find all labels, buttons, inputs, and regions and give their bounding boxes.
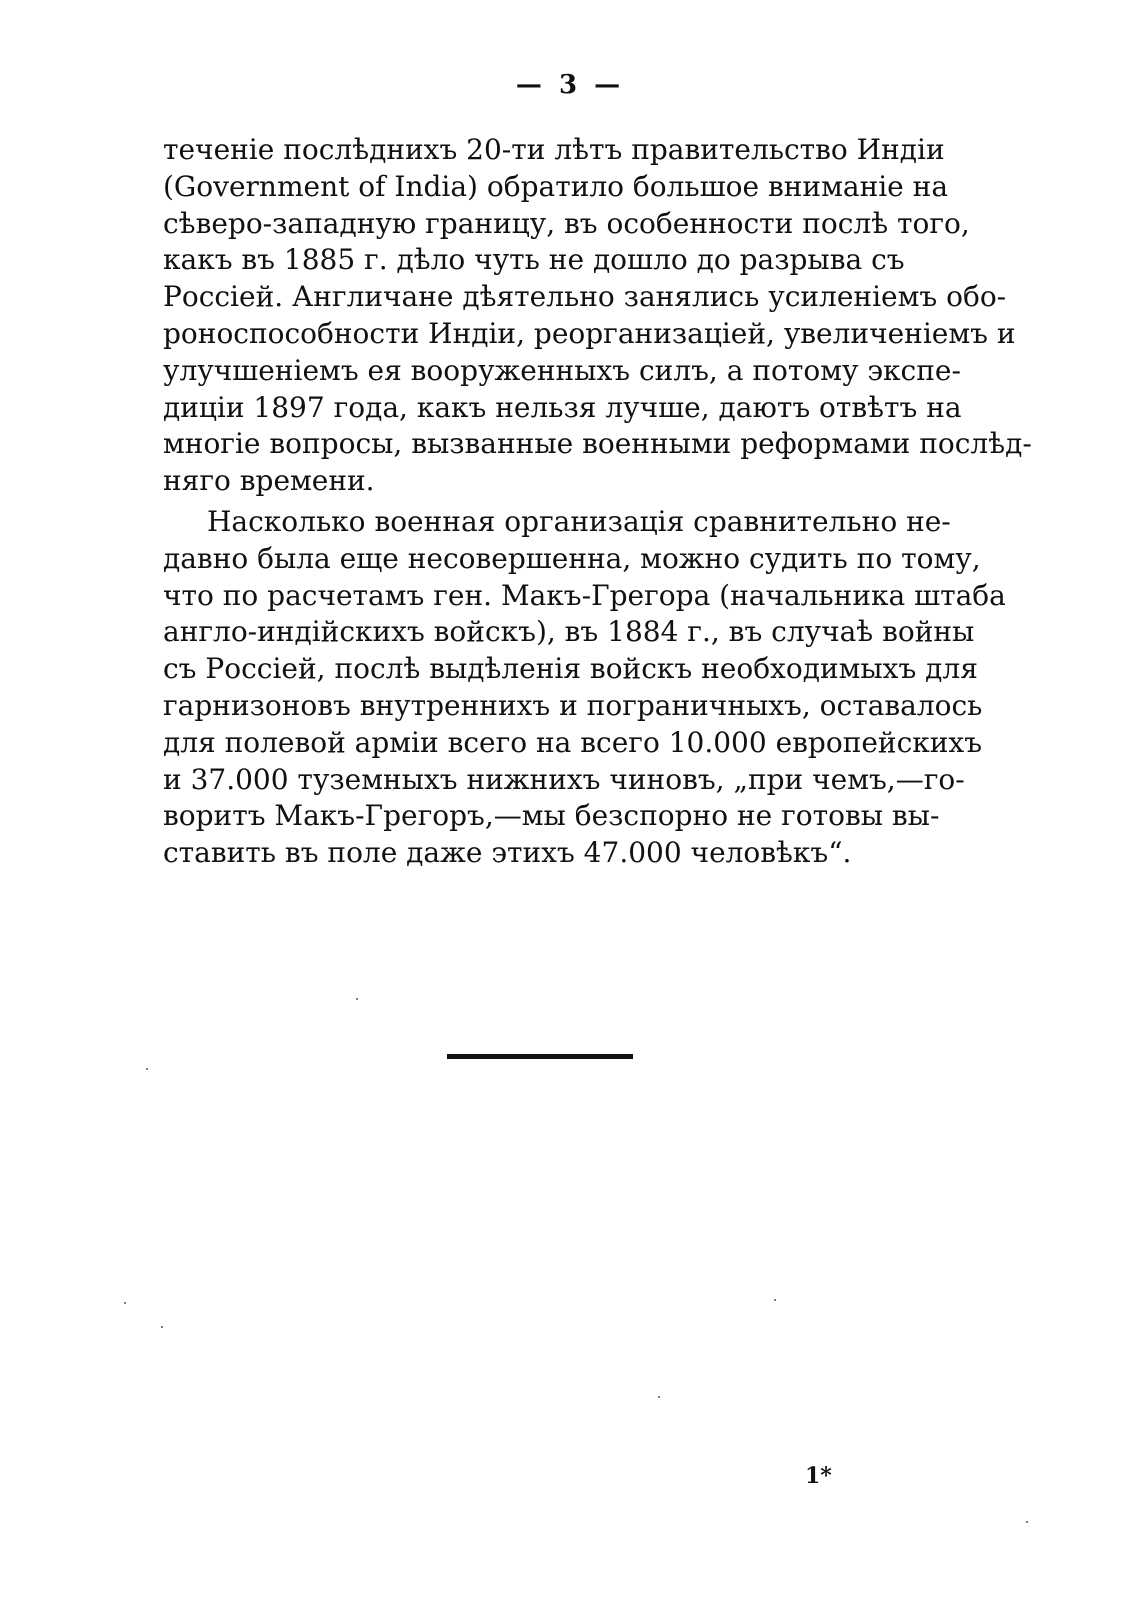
text-line: теченіе послѣднихъ 20-ти лѣтъ правительство Индіи — [163, 133, 945, 166]
scan-speck — [356, 998, 358, 1000]
paragraph-1 — [163, 132, 1032, 500]
text-line: сѣверо-западную границу, въ особенности послѣ того, — [163, 206, 970, 240]
text-line: (Government of India) обратило большое вниманіе на — [163, 169, 949, 203]
body-text — [163, 132, 1032, 872]
text-line: что по расчетамъ ген. Макъ-Грегора (начальника штаба — [163, 578, 1006, 612]
text-line: и 37.000 туземныхъ нижнихъ чиновъ, „при чемъ,—го- — [163, 762, 965, 796]
text-line: Насколько военная организація сравнительно не- — [207, 504, 951, 538]
text-line: для полевой арміи всего на всего 10.000 европейскихъ — [163, 725, 983, 759]
text-line: какъ въ 1885 г. дѣло чуть не дошло до разрыва съ — [163, 243, 905, 277]
text-line: воритъ Макъ-Грегоръ,—мы безспорно не готовы вы- — [163, 799, 940, 833]
text-line: съ Россіей, послѣ выдѣленія войскъ необходимыхъ для — [163, 652, 978, 686]
scan-speck — [774, 1299, 776, 1301]
section-divider-rule — [447, 1054, 633, 1059]
text-line: няго времени. — [163, 464, 375, 498]
paragraph-2 — [163, 504, 1006, 872]
text-line: многіе вопросы, вызванные военными реформами послѣд- — [163, 427, 1032, 461]
signature-mark: 1* — [805, 1463, 832, 1489]
text-line: диціи 1897 года, какъ нельзя лучше, даютъ отвѣтъ на — [163, 390, 962, 424]
text-line: улучшеніемъ ея вооруженныхъ силъ, а потому экспе- — [163, 353, 961, 387]
scan-speck — [1026, 1521, 1028, 1523]
scan-speck — [146, 1068, 148, 1070]
text-line: давно была еще несовершенна, можно судить по тому, — [163, 541, 981, 575]
text-line: ставить въ поле даже этихъ 47.000 человѣкъ“. — [163, 836, 852, 870]
page-number: — 3 — — [515, 70, 625, 100]
text-line: англо-индійскихъ войскъ), въ 1884 г., въ случаѣ войны — [163, 615, 975, 649]
scan-speck — [161, 1326, 163, 1328]
scan-speck — [124, 1302, 126, 1304]
text-line: гарнизоновъ внутреннихъ и пограничныхъ, оставалось — [163, 688, 983, 722]
scan-speck — [658, 1396, 660, 1398]
text-line: Россіей. Англичане дѣятельно занялись усиленіемъ обо- — [163, 280, 1007, 314]
text-line: роноспособности Индіи, реорганизацiей, увеличеніемъ и — [163, 316, 1016, 350]
